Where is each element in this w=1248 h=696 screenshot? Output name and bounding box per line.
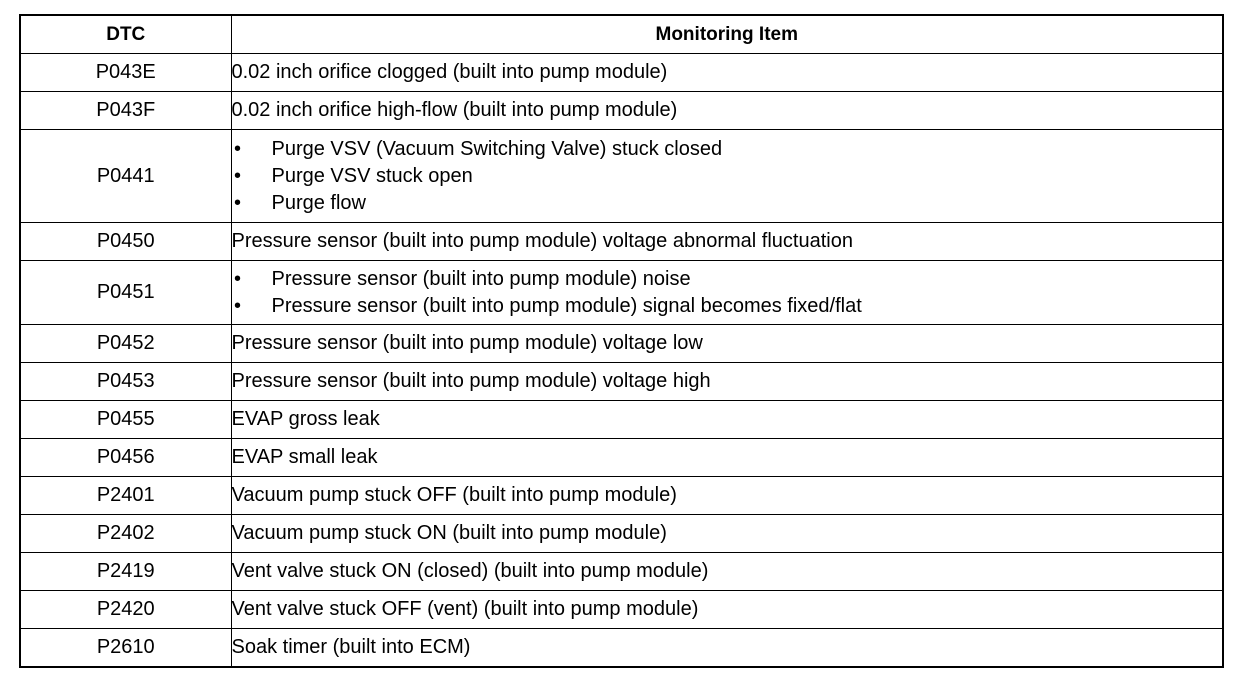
monitoring-item xyxy=(231,629,1223,668)
monitoring-item xyxy=(231,401,1223,439)
monitoring-item-text: Vacuum pump stuck OFF (built into pump module) xyxy=(231,484,677,506)
list-item-text: Purge VSV (Vacuum Switching Valve) stuck closed xyxy=(271,137,723,160)
monitoring-item-text: Vacuum pump stuck ON (built into pump module) xyxy=(231,522,667,544)
monitoring-item-text: EVAP gross leak xyxy=(231,408,380,430)
dtc-code: P2610 xyxy=(20,629,231,668)
dtc-code: P2402 xyxy=(20,515,231,553)
table-row xyxy=(20,629,1223,668)
table-row xyxy=(20,130,1223,223)
bullet-icon: • xyxy=(233,191,241,214)
table-row xyxy=(20,439,1223,477)
monitoring-item-text: Vent valve stuck OFF (vent) (built into pump module) xyxy=(231,598,699,620)
dtc-code: P2401 xyxy=(20,477,231,515)
dtc-code: P0451 xyxy=(20,261,231,325)
bullet-icon: • xyxy=(233,164,241,187)
monitoring-item xyxy=(231,261,1223,325)
monitoring-item xyxy=(231,223,1223,261)
dtc-code: P0452 xyxy=(20,325,231,363)
list-item xyxy=(232,163,1223,190)
monitoring-item-text: Pressure sensor (built into pump module) voltage low xyxy=(231,332,703,354)
header-dtc: DTC xyxy=(20,15,231,54)
list-item-text: Pressure sensor (built into pump module) signal becomes fixed/flat xyxy=(271,294,862,317)
table-row xyxy=(20,477,1223,515)
dtc-monitoring-table xyxy=(19,14,1224,668)
table-row xyxy=(20,515,1223,553)
table-row xyxy=(20,261,1223,325)
bullet-icon: • xyxy=(233,294,241,317)
monitoring-item-list xyxy=(232,136,1223,217)
table-row xyxy=(20,325,1223,363)
dtc-code: P0456 xyxy=(20,439,231,477)
monitoring-item-text: Vent valve stuck ON (closed) (built into pump module) xyxy=(231,560,709,582)
monitoring-item xyxy=(231,363,1223,401)
monitoring-item xyxy=(231,439,1223,477)
monitoring-item xyxy=(231,54,1223,92)
dtc-code: P043E xyxy=(20,54,231,92)
table-header-row xyxy=(20,15,1223,54)
monitoring-item xyxy=(231,477,1223,515)
dtc-code: P0453 xyxy=(20,363,231,401)
monitoring-item-text: 0.02 inch orifice high-flow (built into pump module) xyxy=(231,99,678,121)
dtc-code: P2419 xyxy=(20,553,231,591)
monitoring-item xyxy=(231,515,1223,553)
list-item xyxy=(232,266,1223,293)
bullet-icon: • xyxy=(233,267,241,290)
monitoring-item xyxy=(231,553,1223,591)
table-row xyxy=(20,401,1223,439)
list-item xyxy=(232,190,1223,217)
header-monitoring-item: Monitoring Item xyxy=(231,15,1223,54)
dtc-code: P0441 xyxy=(20,130,231,223)
table-body xyxy=(20,54,1223,668)
dtc-code: P0455 xyxy=(20,401,231,439)
table-row xyxy=(20,54,1223,92)
monitoring-item-text: Soak timer (built into ECM) xyxy=(231,636,471,658)
monitoring-item-text: 0.02 inch orifice clogged (built into pump module) xyxy=(231,61,668,83)
monitoring-item-text: Pressure sensor (built into pump module) voltage high xyxy=(231,370,711,392)
monitoring-item-text: EVAP small leak xyxy=(231,446,378,468)
list-item xyxy=(232,293,1223,320)
monitoring-item xyxy=(231,92,1223,130)
dtc-code: P0450 xyxy=(20,223,231,261)
table-row xyxy=(20,553,1223,591)
monitoring-item xyxy=(231,591,1223,629)
list-item-text: Purge VSV stuck open xyxy=(271,164,473,187)
list-item xyxy=(232,136,1223,163)
monitoring-item xyxy=(231,130,1223,223)
table-row xyxy=(20,223,1223,261)
dtc-code: P043F xyxy=(20,92,231,130)
list-item-text: Pressure sensor (built into pump module) noise xyxy=(271,267,691,290)
list-item-text: Purge flow xyxy=(271,191,366,214)
table-row xyxy=(20,363,1223,401)
dtc-code: P2420 xyxy=(20,591,231,629)
bullet-icon: • xyxy=(233,137,241,160)
table-row xyxy=(20,591,1223,629)
monitoring-item-text: Pressure sensor (built into pump module) voltage abnormal fluctuation xyxy=(231,230,853,252)
monitoring-item xyxy=(231,325,1223,363)
monitoring-item-list xyxy=(232,266,1223,320)
table-row xyxy=(20,92,1223,130)
